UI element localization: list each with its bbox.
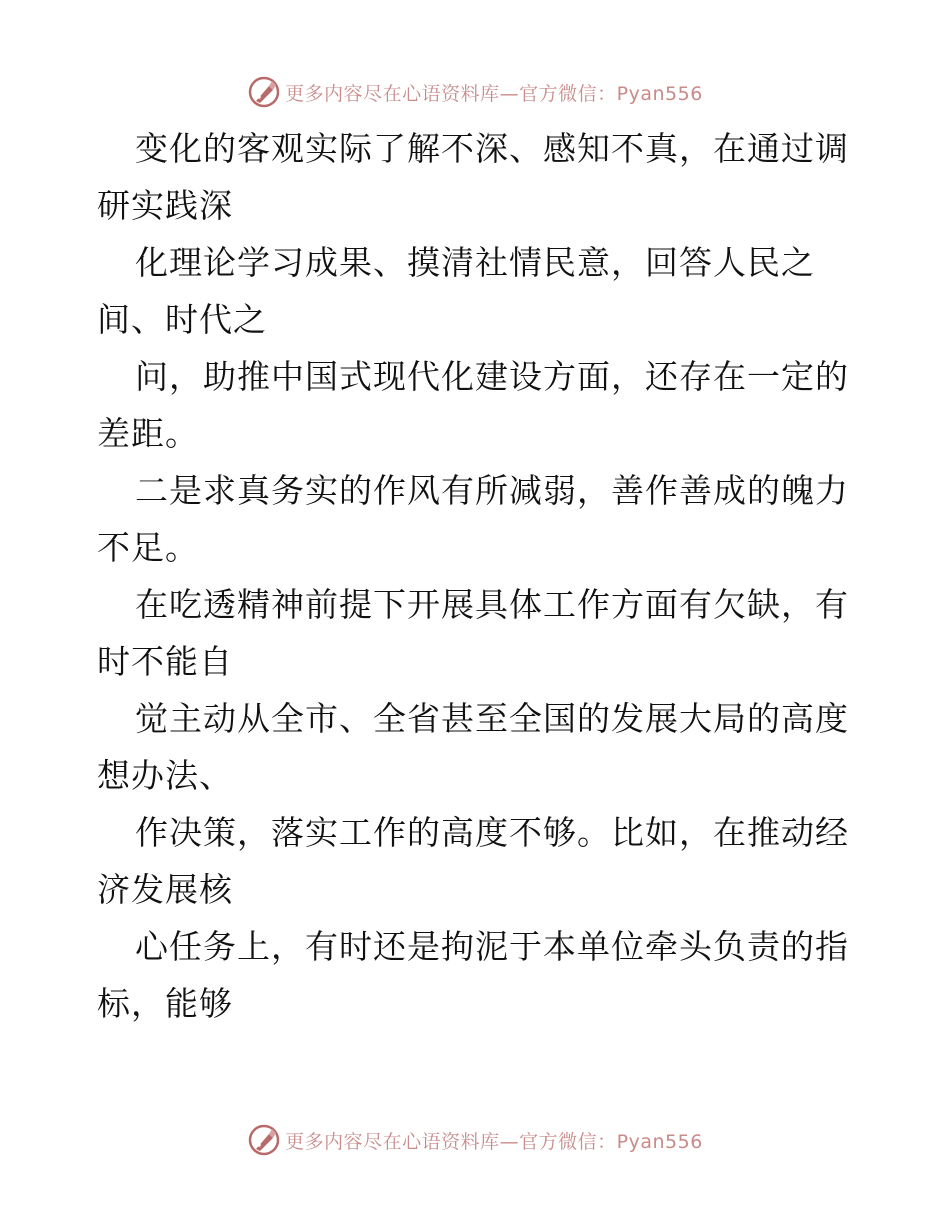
watermark-banner-top	[0, 72, 950, 112]
paragraph-line: 想办法、	[97, 756, 233, 795]
paragraph-line: 问，助推中国式现代化建设方面，还存在一定的	[135, 357, 849, 396]
paragraph-line: 济发展核	[97, 870, 233, 909]
paragraph-line: 觉主动从全市、全省甚至全国的发展大局的高度	[135, 699, 849, 738]
paragraph-line: 化理论学习成果、摸清社情民意，回答人民之	[135, 243, 815, 282]
watermark-text: 更多内容尽在心语资料库—官方微信：Pyan556	[285, 82, 703, 105]
paragraph-line: 间、时代之	[97, 300, 267, 339]
paragraph	[97, 234, 857, 348]
pen-nib-logo-icon	[247, 1123, 281, 1157]
paragraph-line: 时不能自	[97, 642, 233, 681]
paragraph	[97, 348, 857, 462]
paragraph-line: 不足。	[97, 528, 199, 567]
pen-nib-logo-icon	[247, 75, 281, 109]
paragraph-line: 在吃透精神前提下开展具体工作方面有欠缺，有	[135, 585, 849, 624]
paragraph-line: 标，能够	[97, 984, 233, 1023]
paragraph	[97, 120, 857, 234]
paragraph	[97, 462, 857, 576]
paragraph-line: 差距。	[97, 414, 199, 453]
document-body	[97, 120, 857, 1032]
paragraph	[97, 918, 857, 1032]
paragraph-line: 心任务上，有时还是拘泥于本单位牵头负责的指	[135, 927, 849, 966]
paragraph-line: 二是求真务实的作风有所减弱，善作善成的魄力	[135, 471, 849, 510]
paragraph	[97, 690, 857, 804]
paragraph-line: 研实践深	[97, 186, 233, 225]
paragraph-line: 变化的客观实际了解不深、感知不真，在通过调	[135, 129, 849, 168]
watermark-text: 更多内容尽在心语资料库—官方微信：Pyan556	[285, 1130, 703, 1153]
paragraph	[97, 576, 857, 690]
paragraph-line: 作决策，落实工作的高度不够。比如，在推动经	[135, 813, 849, 852]
watermark-banner-bottom	[0, 1120, 950, 1160]
paragraph	[97, 804, 857, 918]
